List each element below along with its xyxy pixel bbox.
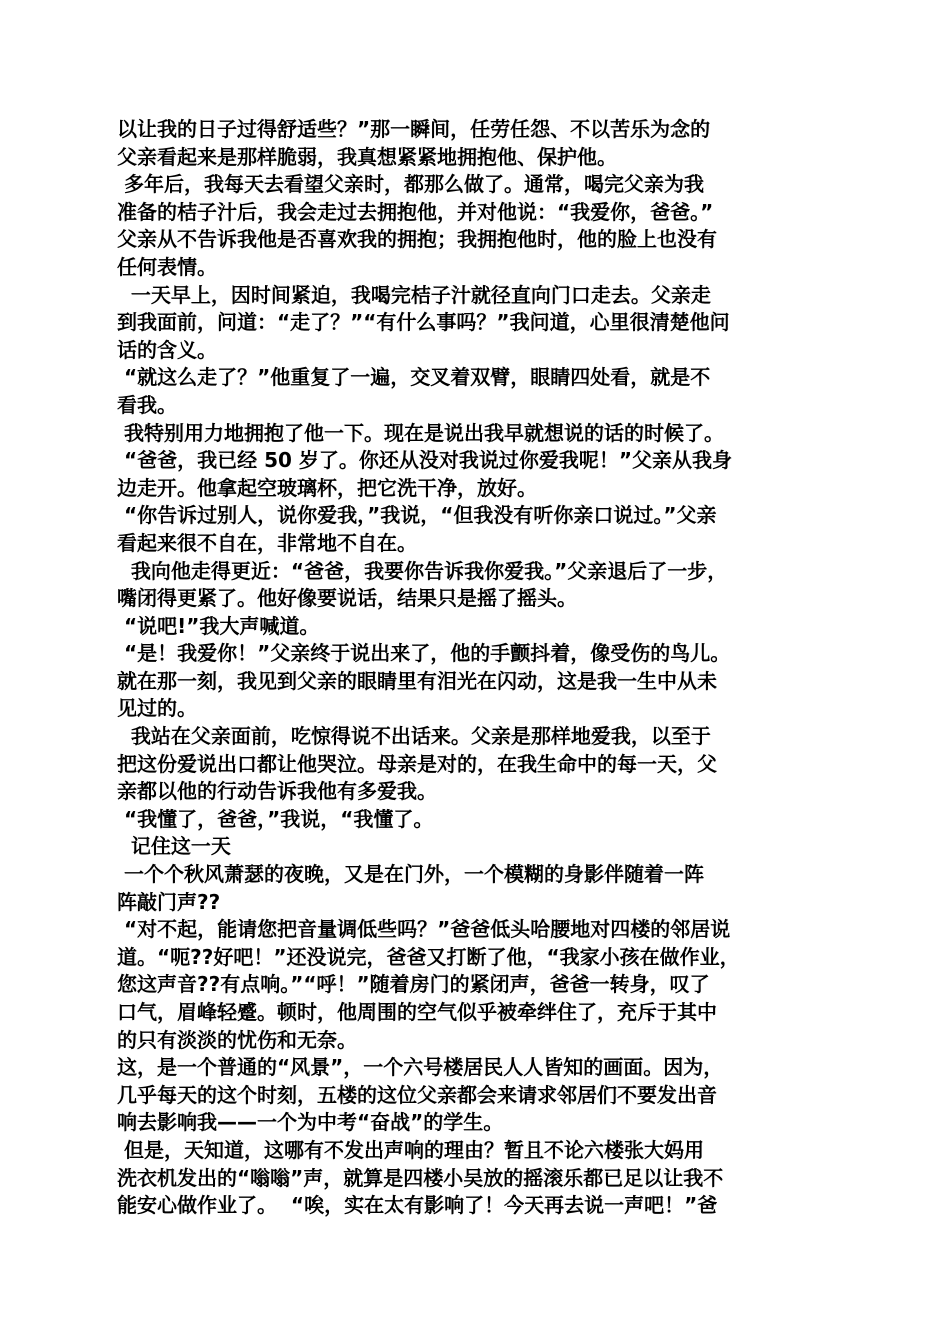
text-line: 话的含义。 [117,337,217,362]
text-line: 以让我的日子过得舒适些？”那一瞬间，任劳任怨、不以苦乐为念的 [117,117,711,141]
text-line: 您这声音??有点响。”“呼！”随着房门的紧闭声，爸爸一转身，叹了 [117,972,710,997]
text-line: 我特别用力地拥抱了他一下。现在是说出我早就想说的话的时候了。 [117,420,724,445]
text-line: 的只有淡淡的忧伤和无奈。 [117,1027,357,1052]
text-line: 响去影响我——一个为中考“奋战”的学生。 [117,1110,504,1135]
text-line: 多年后，我每天去看望父亲时，都那么做了。通常，喝完父亲为我 [117,172,704,197]
text-line: 记住这一天 [117,834,231,859]
text-line: 父亲从不告诉我他是否喜欢我的拥抱；我拥抱他时，他的脸上也没有 [117,227,717,252]
text-line: 道。“呃??好吧！”还没说完，爸爸又打断了他，“我家小孩在做作业， [117,944,740,969]
text-line: 阵敲门声?? [117,889,221,914]
text-line: 我站在父亲面前，吃惊得说不出话来。父亲是那样地爱我，以至于 [117,724,711,749]
text-line: 能安心做作业了。 “唉，实在太有影响了！今天再去说一声吧！”爸 [117,1193,718,1218]
text-line: 一个个秋风萧瑟的夜晚，又是在门外，一个模糊的身影伴随着一阵 [117,862,704,887]
text-line: 看我。 [117,392,177,417]
text-line: 这，是一个普通的“风景”，一个六号楼居民人人皆知的画面。因为， [117,1055,724,1080]
text-line: 边走开。他拿起空玻璃杯，把它洗干净，放好。 [117,475,537,500]
text-line: 看起来很不自在，非常地不自在。 [117,530,417,555]
text-line: 到我面前，问道：“走了？”“有什么事吗？”我问道，心里很清楚他问 [117,310,730,335]
text-line: 父亲看起来是那样脆弱，我真想紧紧地拥抱他、保护他。 [117,144,617,169]
document-body [117,116,835,1220]
text-line: “是！我爱你！”父亲终于说出来了，他的手颤抖着，像受伤的鸟儿。 [117,641,731,666]
text-line: 嘴闭得更紧了。他好像要说话，结果只是摇了摇头。 [117,586,577,611]
text-line: “对不起，能请您把音量调低些吗？”爸爸低头哈腰地对四楼的邻居说 [117,917,731,942]
text-line: 亲都以他的行动告诉我他有多爱我。 [117,779,437,804]
text-line: “就这么走了？”他重复了一遍，交叉着双臂，眼睛四处看，就是不 [117,365,711,390]
text-line: “爸爸，我已经 50 岁了。你还从没对我说过你爱我呢！”父亲从我身 [117,448,733,473]
text-line: 洗衣机发出的“嗡嗡”声，就算是四楼小吴放的摇滚乐都已足以让我不 [117,1165,724,1190]
text-line: 准备的桔子汁后，我会走过去拥抱他，并对他说：“我爱你，爸爸。” [117,199,714,224]
text-line: 口气，眉峰轻蹙。顿时，他周围的空气似乎被牵绊住了，充斥于其中 [117,1000,717,1024]
text-line: “说吧!”我大声喊道。 [117,613,320,638]
text-line: 见过的。 [117,696,197,721]
text-line: 一天早上，因时间紧迫，我喝完桔子汁就径直向门口走去。父亲走 [117,282,711,307]
text-line: 把这份爱说出口都让他哭泣。母亲是对的，在我生命中的每一天，父 [117,751,717,776]
text-line: 但是，天知道，这哪有不发出声响的理由？暂且不论六楼张大妈用 [117,1137,704,1162]
text-line: “我懂了，爸爸，”我说，“我懂了。 [117,806,434,831]
text-line: “你告诉过别人，说你爱我，”我说，“但我没有听你亲口说过。”父亲 [117,503,717,528]
text-line: 就在那一刻，我见到父亲的眼睛里有泪光在闪动，这是我一生中从未 [117,668,717,693]
text-line: 任何表情。 [117,254,217,279]
text-line: 几乎每天的这个时刻，五楼的这位父亲都会来请求邻居们不要发出音 [117,1082,717,1107]
text-line: 我向他走得更近：“爸爸，我要你告诉我你爱我。”父亲退后了一步， [117,558,728,583]
